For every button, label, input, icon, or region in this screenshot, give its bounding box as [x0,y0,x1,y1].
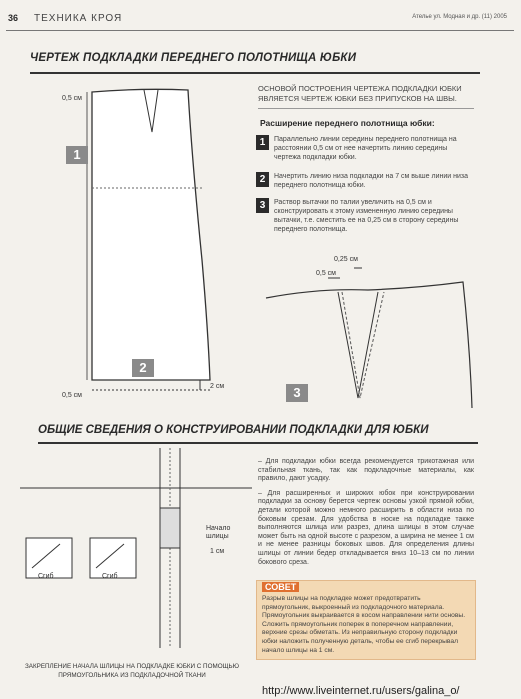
rectangle-1 [26,538,72,578]
slit-start-note: Начало шлицы [206,525,231,540]
step-1-number: 1 [256,135,269,150]
widening-subhead: Расширение переднего полотнища юбки: [260,118,435,128]
hem-gap-label: 2 см [210,383,225,390]
body-paragraph-2: – Для расширенных и широких юбок при конструировании подкладки за основу берется чертеж основы узкой прямой юбки, детали которой можно немного расширить в области низа по боковым срезам. Для удобства в носке на подкладке также выполняются шлица или разрез, длина шлицы в этом случае может быть на одной высоте с разрезом, а ширина не менее 1 см и не менее разницы боковых швов. Для определения длины шлицы от линии бедер откладывается вниз 10–13 см по линии бокового среза. [258,489,474,566]
step-2 [256,172,474,190]
fold-label-1: Сгиб [38,573,54,580]
title-underline-2 [38,442,478,444]
piece-3-badge: 3 [286,384,308,402]
intro-text: ОСНОВОЙ ПОСТРОЕНИЯ ЧЕРТЕЖА ПОДКЛАДКИ ЮБКИ ЯВЛЯЕТСЯ ЧЕРТЕЖ ЮБКИ БЕЗ ПРИПУСКОВ НА ШВЫ. [258,84,474,109]
step-1 [256,135,474,162]
top-offset-label: 0,5 см [62,95,82,102]
issue-info: Ателье ул. Модная и др. (11) 2005 [412,14,507,20]
piece-2-badge: 2 [132,359,154,377]
step-1-text: Параллельно линии середины переднего полотнища на расстоянии 0,5 см от нее начертить линию середины чертежа подкладки юбки. [274,136,457,161]
skirt-outline [92,89,210,380]
general-body [258,458,474,573]
dart-label-a: 0,25 см [334,256,358,263]
step-2-number: 2 [256,172,269,187]
general-info-title: ОБЩИЕ СВЕДЕНИЯ О КОНСТРУИРОВАНИИ ПОДКЛАДКИ ДЛЯ ЮБКИ [38,424,429,436]
rectangle-2 [90,538,136,578]
tip-text: Разрыв шлицы на подкладке может предотвратить прямоугольник, выкроенный из подкладочного материала. Прямоугольник выкраивается в косом направлении нити основы. Сложить прямоугольник поперек в поперечном направлении, верхние срезы обметать. Из неправильную сторону подкладки юбки наложить полученную деталь, чтобы ее сгиб перекрывал начало шлицы на 1 см. [262,595,466,654]
section-title: ТЕХНИКА КРОЯ [34,13,123,24]
step-3-number: 3 [256,198,269,213]
step-2-text: Начертить линию низа подкладки на 7 см выше линии низа переднего полотнища юбки. [274,173,469,189]
reinforcement-piece [160,508,180,548]
dart-label-b: 0,5 см [316,270,336,277]
tip-title: СОВЕТ [262,582,299,592]
figure-caption: ЗАКРЕПЛЕНИЕ НАЧАЛА ШЛИЦЫ НА ПОДКЛАДКЕ ЮБКИ С ПОМОЩЬЮ ПРЯМОУГОЛЬНИКА ИЗ ПОДКЛАДОЧНОЙ ТКАНИ [24,663,240,679]
one-cm-label: 1 см [210,548,225,555]
page-number: 36 [8,13,19,23]
front-lining-title: ЧЕРТЕЖ ПОДКЛАДКИ ПЕРЕДНЕГО ПОЛОТНИЩА ЮБКИ [30,52,357,64]
piece-1-badge: 1 [66,146,88,164]
fold-label-2: Сгиб [102,573,118,580]
watermark-url: http://www.liveinternet.ru/users/galina_o/ [262,685,460,697]
body-paragraph-1: – Для подкладки юбки всегда рекомендуется трикотажная или стабильная ткань, так как подкладочные материалы, как правило, дают усадку. [258,458,474,483]
title-underline [30,72,480,74]
step-3 [256,198,474,234]
step-3-text: Раствор вытачки по талии увеличить на 0,5 см и сконструировать к этому измененную линию середины вытачки, т.е. сместить ее на 0,25 см в сторону середины переднего полотнища. [274,199,459,233]
bottom-offset-label: 0,5 см [62,392,82,399]
